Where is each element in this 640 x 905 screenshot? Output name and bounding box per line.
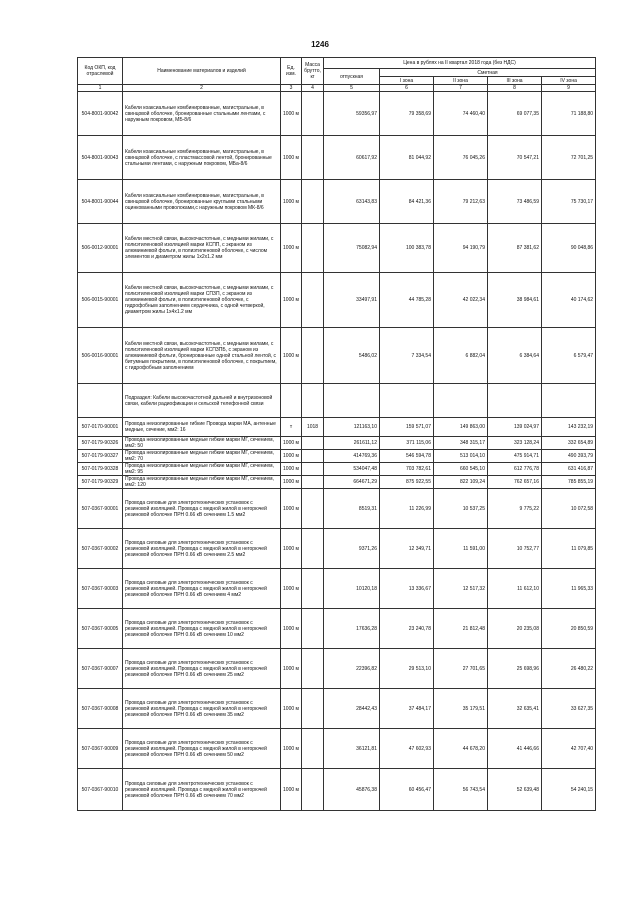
row-release-price: 8519,31 — [324, 489, 380, 529]
row-zone-3-price: 69 077,35 — [488, 92, 542, 136]
row-zone-3-price: 139 024,97 — [488, 418, 542, 437]
row-zone-2-price: 35 179,51 — [434, 689, 488, 729]
table-row — [78, 437, 596, 450]
row-release-price: 534047,48 — [324, 463, 380, 476]
row-mass — [302, 689, 324, 729]
row-zone-4-price: 90 048,86 — [542, 224, 596, 273]
row-zone-1-price: 100 383,78 — [380, 224, 434, 273]
row-zone-4-price: 10 072,58 — [542, 489, 596, 529]
row-name: Кабели коаксиальные комбинированные, магистральные, в свинцовой оболочке, с пластмассовой лентой, бронированные стальными лентами, с наружным покровом, МБа-8/6 — [123, 136, 281, 180]
table-row — [78, 136, 596, 180]
row-code — [78, 384, 123, 418]
row-zone-2-price: 56 743,54 — [434, 769, 488, 811]
row-unit — [281, 384, 302, 418]
header-name: Наименование материалов и изделий — [123, 58, 281, 85]
row-release-price: 75082,94 — [324, 224, 380, 273]
row-code: 504-8001-90042 — [78, 92, 123, 136]
row-mass — [302, 450, 324, 463]
row-name: Кабели местной связи, высокочастотные, с медными жилами, с полиэтиленовой изоляцией марки КСПЗПБ, с экраном из алюминиевой фольги, бронированные одной стальной лентой, с битумным покрытием, в полиэтиленовой оболочке, с покрытием, с гидрофобным заполнением — [123, 328, 281, 384]
row-code: 507-0367-90009 — [78, 729, 123, 769]
col-number: 5 — [324, 85, 380, 92]
row-zone-4-price: 785 855,19 — [542, 476, 596, 489]
row-zone-1-price: 875 922,55 — [380, 476, 434, 489]
table-row — [78, 529, 596, 569]
row-zone-4-price: 26 480,22 — [542, 649, 596, 689]
row-zone-2-price: 74 460,40 — [434, 92, 488, 136]
row-zone-2-price: 348 315,17 — [434, 437, 488, 450]
row-unit: 1000 м — [281, 136, 302, 180]
col-number: 6 — [380, 85, 434, 92]
row-name: Провода неизолированные медные гибкие марки МГ, сечением, мм2: 95 — [123, 463, 281, 476]
table-row — [78, 180, 596, 224]
row-zone-2-price: 42 022,34 — [434, 273, 488, 328]
row-unit: 1000 м — [281, 729, 302, 769]
row-zone-4-price: 33 627,35 — [542, 689, 596, 729]
row-zone-1-price: 81 044,92 — [380, 136, 434, 180]
row-zone-3-price: 73 486,59 — [488, 180, 542, 224]
row-zone-4-price: 40 174,62 — [542, 273, 596, 328]
table-row — [78, 569, 596, 609]
row-name: Кабели местной связи, высокочастотные, с медными жилами, с полиэтиленовой изоляцией марки КСПП, с экраном из алюминиевой фольги, в полиэтиленовой оболочке, с числом элементов и диаметром жилы 1х2х1.2 мм — [123, 224, 281, 273]
row-zone-1-price — [380, 384, 434, 418]
row-zone-2-price: 21 812,48 — [434, 609, 488, 649]
row-name: Провода силовые для электротехнических установок с резиновой изоляцией. Провода с медной жилой в негорючей резиновой оболочке ПРН 0.66 кВ сечением 25 мм2 — [123, 649, 281, 689]
row-zone-2-price: 12 517,32 — [434, 569, 488, 609]
table-row — [78, 224, 596, 273]
row-mass — [302, 609, 324, 649]
row-name: Провода силовые для электротехнических установок с резиновой изоляцией. Провода с медной жилой в негорючей резиновой оболочке ПРН 0.66 кВ сечением 10 мм2 — [123, 609, 281, 649]
row-zone-2-price: 10 537,25 — [434, 489, 488, 529]
row-mass — [302, 224, 324, 273]
table-row — [78, 609, 596, 649]
row-code: 507-0179-90327 — [78, 450, 123, 463]
price-table — [77, 57, 596, 811]
row-zone-2-price: 44 678,20 — [434, 729, 488, 769]
col-number: 4 — [302, 85, 324, 92]
row-name: Кабели коаксиальные комбинированные, магистральные, в свинцовой оболочке, бронированные круглыми стальными оцинкованными проволоками,с наружным покровом МК-8/6 — [123, 180, 281, 224]
row-unit: 1000 м — [281, 328, 302, 384]
row-zone-2-price: 79 212,63 — [434, 180, 488, 224]
col-number: 1 — [78, 85, 123, 92]
row-zone-3-price: 32 635,41 — [488, 689, 542, 729]
table-row — [78, 649, 596, 689]
row-release-price: 414769,36 — [324, 450, 380, 463]
row-release-price: 28442,43 — [324, 689, 380, 729]
row-zone-4-price: 54 240,15 — [542, 769, 596, 811]
row-zone-4-price: 11 079,85 — [542, 529, 596, 569]
row-mass — [302, 92, 324, 136]
row-zone-1-price: 84 421,36 — [380, 180, 434, 224]
row-unit: 1000 м — [281, 609, 302, 649]
row-zone-3-price: 475 914,71 — [488, 450, 542, 463]
row-zone-4-price: 42 707,40 — [542, 729, 596, 769]
row-zone-3-price: 25 698,96 — [488, 649, 542, 689]
col-number: 3 — [281, 85, 302, 92]
table-row — [78, 463, 596, 476]
row-zone-2-price — [434, 384, 488, 418]
row-code: 506-0016-90001 — [78, 328, 123, 384]
row-unit: 1000 м — [281, 689, 302, 729]
row-name: Провода силовые для электротехнических установок с резиновой изоляцией. Провода с медной жилой в негорючей резиновой оболочке ПРН 0.66 кВ сечением 1.5 мм2 — [123, 489, 281, 529]
table-row — [78, 328, 596, 384]
row-zone-4-price: 11 965,33 — [542, 569, 596, 609]
table-row — [78, 769, 596, 811]
header-code: Код ОКП, код отраслевой — [78, 58, 123, 85]
row-release-price: 59356,97 — [324, 92, 380, 136]
row-code: 507-0367-90008 — [78, 689, 123, 729]
row-zone-1-price: 79 358,69 — [380, 92, 434, 136]
row-release-price: 22396,82 — [324, 649, 380, 689]
row-release-price: 9371,26 — [324, 529, 380, 569]
col-number: 8 — [488, 85, 542, 92]
table-row — [78, 273, 596, 328]
row-zone-3-price: 20 235,08 — [488, 609, 542, 649]
table-row — [78, 92, 596, 136]
row-unit: 1000 м — [281, 476, 302, 489]
row-zone-2-price: 149 863,00 — [434, 418, 488, 437]
row-code: 504-8001-90044 — [78, 180, 123, 224]
row-code: 507-0367-90007 — [78, 649, 123, 689]
row-unit: 1000 м — [281, 180, 302, 224]
row-zone-4-price: 143 232,19 — [542, 418, 596, 437]
row-name: Провода неизолированные медные гибкие марки МГ, сечением, мм2: 120 — [123, 476, 281, 489]
row-zone-3-price: 10 752,77 — [488, 529, 542, 569]
row-zone-1-price: 23 240,78 — [380, 609, 434, 649]
row-zone-2-price: 660 545,10 — [434, 463, 488, 476]
header-zone-3: III зона — [488, 77, 542, 85]
table-row — [78, 489, 596, 529]
row-zone-3-price: 41 446,66 — [488, 729, 542, 769]
row-name: Провода силовые для электротехнических установок с резиновой изоляцией. Провода с медной жилой в негорючей резиновой оболочке ПРН 0.66 кВ сечением 35 мм2 — [123, 689, 281, 729]
row-zone-3-price: 6 384,64 — [488, 328, 542, 384]
row-unit: 1000 м — [281, 569, 302, 609]
row-code: 507-0179-90329 — [78, 476, 123, 489]
row-unit: 1000 м — [281, 489, 302, 529]
row-zone-2-price: 94 190,79 — [434, 224, 488, 273]
row-zone-3-price: 11 612,10 — [488, 569, 542, 609]
row-unit: 1000 м — [281, 463, 302, 476]
row-zone-3-price: 762 657,16 — [488, 476, 542, 489]
row-code: 507-0170-90001 — [78, 418, 123, 437]
row-zone-1-price: 11 226,99 — [380, 489, 434, 529]
row-unit: 1000 м — [281, 450, 302, 463]
row-zone-4-price: 20 850,59 — [542, 609, 596, 649]
row-zone-1-price: 60 456,47 — [380, 769, 434, 811]
row-zone-1-price: 12 349,71 — [380, 529, 434, 569]
table-row — [78, 476, 596, 489]
row-mass — [302, 463, 324, 476]
row-zone-3-price: 323 128,24 — [488, 437, 542, 450]
row-zone-2-price: 513 014,10 — [434, 450, 488, 463]
row-zone-2-price: 822 109,24 — [434, 476, 488, 489]
row-zone-3-price: 612 776,78 — [488, 463, 542, 476]
row-name: Кабели коаксиальные комбинированные, магистральные, в свинцовой оболочке, бронированные стальными лентами, с наружным покровом, МБ-8/6 — [123, 92, 281, 136]
row-mass — [302, 529, 324, 569]
row-zone-1-price: 13 336,67 — [380, 569, 434, 609]
row-code: 506-0012-90001 — [78, 224, 123, 273]
row-mass — [302, 476, 324, 489]
header-zone-2: II зона — [434, 77, 488, 85]
row-mass — [302, 273, 324, 328]
row-zone-4-price: 490 393,79 — [542, 450, 596, 463]
table-row — [78, 384, 596, 418]
col-number: 2 — [123, 85, 281, 92]
row-zone-1-price: 703 782,61 — [380, 463, 434, 476]
row-release-price: 5486,02 — [324, 328, 380, 384]
row-zone-2-price: 27 701,65 — [434, 649, 488, 689]
row-code: 507-0367-90002 — [78, 529, 123, 569]
row-zone-4-price: 71 188,80 — [542, 92, 596, 136]
table-row — [78, 689, 596, 729]
header-price-group: Цена в рублях на II квартал 2018 года (без НДС) — [324, 58, 596, 69]
row-zone-4-price — [542, 384, 596, 418]
row-zone-3-price: 52 639,48 — [488, 769, 542, 811]
row-name: Провода неизолированные гибкие Провода марки МА, антенные медные, сечение, мм2: 16 — [123, 418, 281, 437]
row-release-price: 33497,91 — [324, 273, 380, 328]
page-number: 1246 — [311, 40, 329, 49]
row-code: 507-0367-90010 — [78, 769, 123, 811]
row-mass: 1018 — [302, 418, 324, 437]
row-code: 506-0015-90001 — [78, 273, 123, 328]
row-unit: т — [281, 418, 302, 437]
row-release-price: 261611,12 — [324, 437, 380, 450]
row-zone-1-price: 7 334,54 — [380, 328, 434, 384]
row-zone-1-price: 159 571,07 — [380, 418, 434, 437]
row-unit: 1000 м — [281, 437, 302, 450]
row-zone-1-price: 37 484,17 — [380, 689, 434, 729]
row-release-price: 10120,18 — [324, 569, 380, 609]
row-mass — [302, 180, 324, 224]
row-zone-2-price: 6 882,04 — [434, 328, 488, 384]
col-number: 7 — [434, 85, 488, 92]
row-zone-1-price: 546 594,78 — [380, 450, 434, 463]
row-code: 507-0367-90001 — [78, 489, 123, 529]
row-zone-3-price: 70 547,21 — [488, 136, 542, 180]
row-mass — [302, 136, 324, 180]
header-zone-1: I зона — [380, 77, 434, 85]
row-name: Провода силовые для электротехнических установок с резиновой изоляцией. Провода с медной жилой в негорючей резиновой оболочке ПРН 0.66 кВ сечением 50 мм2 — [123, 729, 281, 769]
row-unit: 1000 м — [281, 529, 302, 569]
row-mass — [302, 437, 324, 450]
row-release-price: 17636,28 — [324, 609, 380, 649]
row-zone-1-price: 47 602,93 — [380, 729, 434, 769]
row-zone-4-price: 6 579,47 — [542, 328, 596, 384]
row-name: Кабели местной связи, высокочастотные, с медными жилами, с полиэтиленовой изоляцией марки СПЗП, с экраном из алюминиевой фольги, в полиэтиленовой оболочке, с гидрофобным заполнением сердечника, с одной четверкой, диаметром жилы 1х4х1.2 мм — [123, 273, 281, 328]
row-release-price — [324, 384, 380, 418]
row-mass — [302, 384, 324, 418]
row-code: 504-8001-90043 — [78, 136, 123, 180]
row-release-price: 63143,83 — [324, 180, 380, 224]
row-zone-3-price: 87 381,62 — [488, 224, 542, 273]
row-zone-3-price: 9 775,22 — [488, 489, 542, 529]
row-code: 507-0367-90003 — [78, 569, 123, 609]
row-name: Провода силовые для электротехнических установок с резиновой изоляцией. Провода с медной жилой в негорючей резиновой оболочке ПРН 0.66 кВ сечением 4 мм2 — [123, 569, 281, 609]
table-row — [78, 450, 596, 463]
row-zone-3-price — [488, 384, 542, 418]
row-release-price: 45876,38 — [324, 769, 380, 811]
row-mass — [302, 569, 324, 609]
row-zone-4-price: 631 416,87 — [542, 463, 596, 476]
row-release-price: 664671,29 — [324, 476, 380, 489]
header-unit: Ед. изм. — [281, 58, 302, 85]
row-zone-2-price: 76 045,26 — [434, 136, 488, 180]
row-mass — [302, 489, 324, 529]
header-zone-4: IV зона — [542, 77, 596, 85]
row-zone-3-price: 38 984,61 — [488, 273, 542, 328]
row-zone-4-price: 75 730,17 — [542, 180, 596, 224]
row-code: 507-0179-90326 — [78, 437, 123, 450]
row-mass — [302, 729, 324, 769]
header-mass: Масса брутто, кг — [302, 58, 324, 85]
table-row — [78, 418, 596, 437]
row-unit: 1000 м — [281, 769, 302, 811]
row-code: 507-0367-90005 — [78, 609, 123, 649]
row-code: 507-0179-90328 — [78, 463, 123, 476]
row-release-price: 121163,10 — [324, 418, 380, 437]
row-zone-4-price: 72 701,25 — [542, 136, 596, 180]
row-unit: 1000 м — [281, 649, 302, 689]
header-release-price: отпускная — [324, 69, 380, 85]
header-estimated: Сметная — [380, 69, 596, 77]
row-zone-2-price: 11 591,00 — [434, 529, 488, 569]
row-unit: 1000 м — [281, 224, 302, 273]
row-zone-1-price: 29 513,10 — [380, 649, 434, 689]
row-name: Провода неизолированные медные гибкие марки МГ, сечением, мм2: 70 — [123, 450, 281, 463]
row-zone-4-price: 332 654,89 — [542, 437, 596, 450]
row-release-price: 60617,92 — [324, 136, 380, 180]
row-zone-1-price: 371 115,06 — [380, 437, 434, 450]
row-name: Провода неизолированные медные гибкие марки МГ, сечением, мм2: 50 — [123, 437, 281, 450]
row-release-price: 36121,81 — [324, 729, 380, 769]
row-zone-1-price: 44 785,28 — [380, 273, 434, 328]
row-unit: 1000 м — [281, 92, 302, 136]
col-number: 9 — [542, 85, 596, 92]
table-row — [78, 729, 596, 769]
row-unit: 1000 м — [281, 273, 302, 328]
row-name: Провода силовые для электротехнических установок с резиновой изоляцией. Провода с медной жилой в негорючей резиновой оболочке ПРН 0.66 кВ сечением 70 мм2 — [123, 769, 281, 811]
row-mass — [302, 769, 324, 811]
row-mass — [302, 328, 324, 384]
row-name: Провода силовые для электротехнических установок с резиновой изоляцией. Провода с медной жилой в негорючей резиновой оболочке ПРН 0.66 кВ сечением 2.5 мм2 — [123, 529, 281, 569]
row-mass — [302, 649, 324, 689]
row-name: Подраздел: Кабели высокочастотной дальней и внутризоновой связи, кабели радиофикации и сельской телефонной связи — [123, 384, 281, 418]
